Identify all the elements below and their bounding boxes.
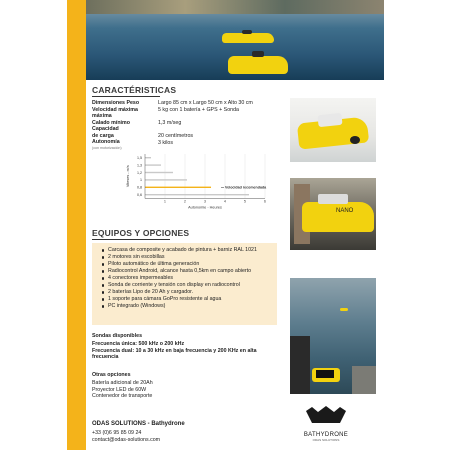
- spec-row: [92, 100, 268, 107]
- spec-value: 5 kg con 1 batería + GPS + Sonda: [158, 106, 239, 113]
- y-axis-label: Viteses - m/s: [126, 165, 130, 188]
- equipment-item: 1 soporte para cámara GoPro resistente al agua: [102, 296, 277, 303]
- equipment-item: Radiocontrol Android, alcance hasta 0,5km en campo abierto: [102, 268, 277, 275]
- equipment-list: [92, 243, 277, 310]
- boat-front: [228, 56, 288, 74]
- equipment-item: 2 motores sin escobillas: [102, 254, 277, 261]
- contact-company: ODAS SOLUTIONS - Bathydrone: [92, 421, 185, 427]
- chart-bar: [145, 187, 211, 188]
- autonomia-chart: [115, 150, 275, 210]
- sondas-title: Sondas disponibles: [92, 333, 143, 339]
- photo-operator: [290, 278, 376, 394]
- section-title-caracteristicas: CARACTÉRISTICAS: [92, 85, 176, 95]
- contact-phone[interactable]: +33 (0)6 95 85 09 24: [92, 430, 142, 436]
- y-tick-label: 1: [140, 178, 142, 183]
- autonomia-subtitle: (con motorización): [92, 146, 122, 150]
- equipment-item: Carcasa de composite y acabado de pintura + barniz RAL 1021: [102, 247, 277, 254]
- y-tick-label: 1,2: [137, 170, 142, 175]
- equipment-item: Sonda de corriente y tensión con display en radiocontrol: [102, 282, 277, 289]
- spec-value: 20 centímetros: [158, 132, 194, 139]
- photo-boat-side: [290, 178, 376, 250]
- equipment-item: 2 baterías Lipo de 20 Ah y cargador.: [102, 289, 277, 296]
- autonomia-title: Autonomía: [92, 139, 120, 145]
- boat-label: NANO: [336, 208, 354, 214]
- equipment-item: 4 conectores impermeables: [102, 275, 277, 282]
- x-tick-label: 1: [164, 199, 166, 204]
- x-tick-label: 2: [184, 199, 186, 204]
- y-tick-label: 1,5: [137, 156, 142, 160]
- y-tick-label: 0,8: [137, 185, 142, 190]
- boat-rear: [222, 33, 274, 43]
- x-tick-label: 6: [264, 199, 266, 204]
- spec-value: 1,3 m/seg: [158, 119, 182, 126]
- sonda-item: Frecuencia única: 500 kHz o 200 kHz: [92, 341, 185, 347]
- logo-name: BATHYDRONE: [303, 432, 349, 438]
- logo-sub: ODAS SOLUTIONS: [312, 438, 340, 442]
- y-tick-label: 0,6: [137, 193, 142, 197]
- spec-row: [92, 107, 268, 120]
- hero-photo: [86, 0, 384, 80]
- y-tick-label: 1,3: [137, 163, 142, 168]
- spec-value: 3 kilos: [158, 139, 174, 146]
- otras-list: [92, 380, 153, 400]
- chart-bar: [145, 157, 151, 158]
- chart-bar: [145, 172, 173, 173]
- equipment-item: PC integrado (Windows): [102, 303, 277, 310]
- legend-label: Velocidad recomendada: [225, 185, 267, 190]
- chart-bar: [145, 164, 161, 165]
- otras-title: Otras opciones: [92, 372, 131, 378]
- chart-svg: [115, 150, 275, 210]
- accent-stripe: [67, 0, 86, 450]
- otra-item: Contenedor de transporte: [92, 393, 153, 399]
- shore-band: [86, 0, 384, 14]
- equipment-item: Piloto automático de última generación: [102, 261, 277, 268]
- spec-label: Calado mínimo Capacidad: [92, 119, 130, 133]
- spec-label: de carga: [92, 132, 114, 139]
- bathydrone-logo: [302, 405, 350, 442]
- sonda-item: Frecuencia dual: 10 a 30 kHz en baja frecuencia y 200 KHz en alta frecuencia: [92, 347, 257, 360]
- equipment-box: [92, 243, 277, 325]
- x-axis-label: Autonomie - Heures: [188, 205, 222, 210]
- chart-bar: [145, 194, 249, 195]
- x-tick-label: 3: [204, 199, 206, 204]
- otra-item: Batería adicional de 20Ah: [92, 380, 153, 386]
- photo-boat-top: [290, 98, 376, 162]
- otra-item: Proyector LED de 60W: [92, 386, 147, 393]
- chart-bar: [145, 179, 187, 180]
- spec-label: Dimensiones Peso: [92, 100, 140, 106]
- spec-value: Largo 85 cm x Largo 50 cm x Alto 30 cm: [158, 100, 253, 106]
- contact-email[interactable]: contact@odas-solutions.com: [92, 437, 161, 443]
- logo-icon: [302, 405, 350, 427]
- sondas-list: [92, 341, 272, 361]
- x-tick-label: 5: [244, 199, 246, 204]
- x-tick-label: 4: [224, 199, 226, 204]
- spec-row: [92, 120, 268, 133]
- spec-label: Velocidad máxima máxima: [92, 106, 138, 120]
- section-title-equipos: EQUIPOS Y OPCIONES: [92, 228, 189, 238]
